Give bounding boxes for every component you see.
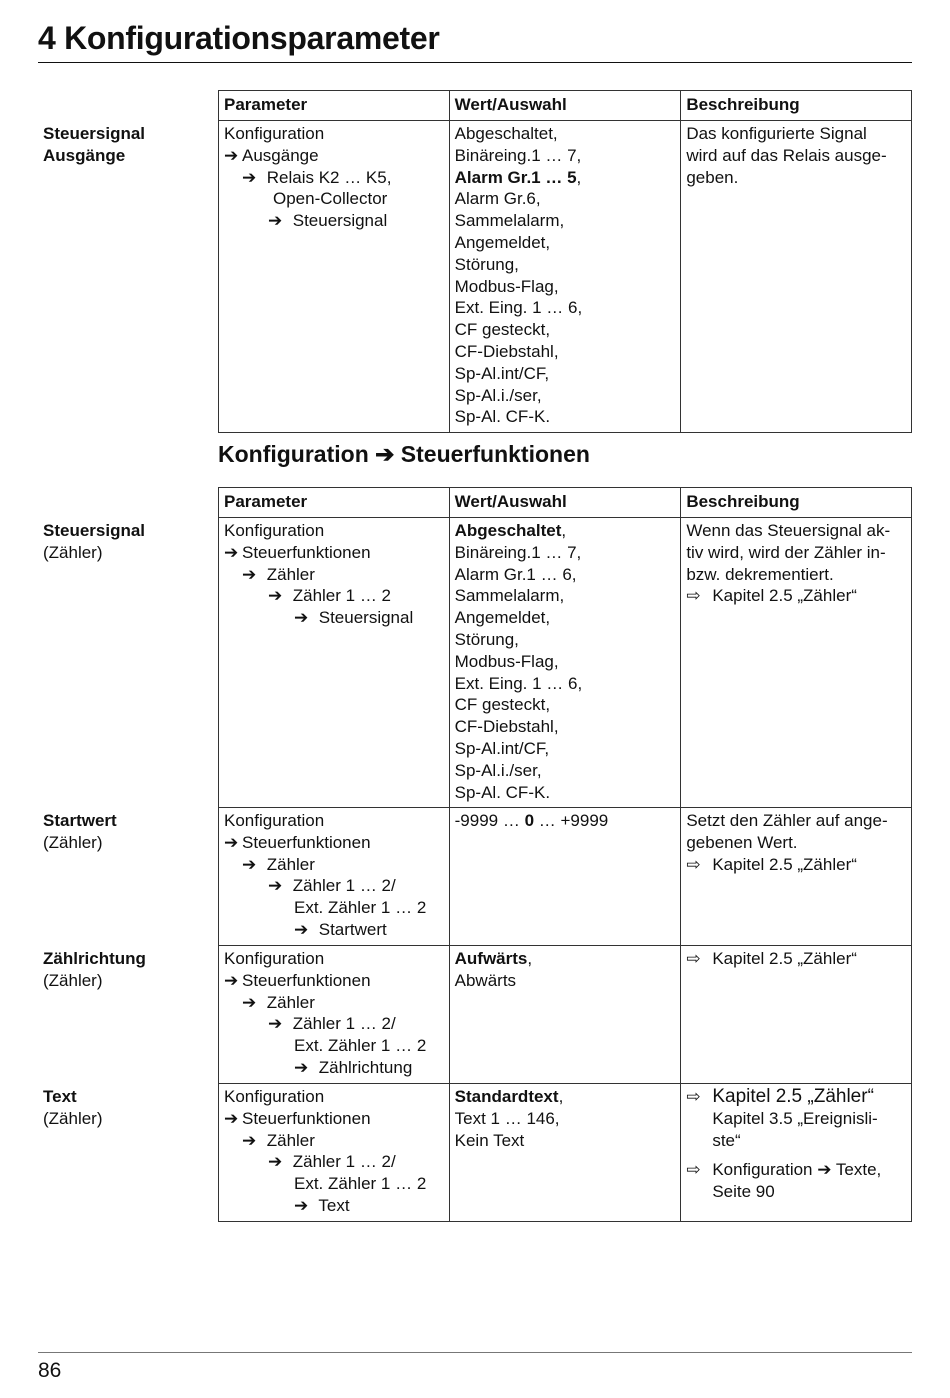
path-item: Ext. Zähler 1 … 2 (294, 1174, 427, 1194)
path-item: Steuerfunktionen (242, 832, 371, 852)
value-option: CF-Diebstahl, (454, 341, 559, 361)
row-label-steuersignal-ausgaenge (43, 123, 213, 167)
path-item: Relais K2 … K5, (266, 167, 392, 187)
value-option-default: Aufwärts (454, 949, 528, 968)
arrow-icon: ➔ (294, 608, 309, 628)
path-item: Zählrichtung (318, 1057, 413, 1077)
value-option: CF gesteckt, (454, 695, 551, 715)
arrow-icon: ➔ (224, 1108, 239, 1128)
value-option: Binäreing.1 … 7, (454, 145, 582, 165)
description-cell (681, 946, 912, 1084)
section-heading: Konfiguration ➔ Steuerfunktionen (218, 441, 590, 467)
value-comma: , (558, 1087, 564, 1106)
value-option-default: Standardtext (454, 1087, 559, 1106)
path-item: Zähler 1 … 2 (292, 586, 391, 606)
arrow-icon: ➔ (242, 992, 257, 1012)
value-option-default: Alarm Gr.1 … 5 (454, 167, 577, 187)
label-sub: (Zähler) (43, 970, 103, 990)
path-item: Zähler (266, 1130, 315, 1150)
value-option: Abgeschaltet, (454, 124, 558, 143)
value-option: Angemeldet, (454, 232, 551, 252)
value-option: CF gesteckt, (454, 320, 551, 340)
value-option: Sp-Al.i./ser, (454, 760, 542, 780)
value-option: Sp-Al.int/CF, (454, 363, 550, 383)
arrow-icon: ➔ (268, 876, 283, 896)
path-item: Zähler (266, 564, 315, 584)
label-sub: (Zähler) (43, 832, 103, 852)
header-parameter: Parameter (219, 91, 450, 121)
path-item: Konfiguration (224, 811, 325, 830)
arrow-icon: ➔ (242, 854, 257, 874)
value-option: Angemeldet, (454, 608, 551, 628)
path-item: Steuersignal (292, 211, 388, 231)
reference-text: ste“ (712, 1130, 741, 1150)
path-item: Zähler (266, 992, 315, 1012)
description-line: Das konfigurierte Signal (686, 124, 867, 143)
value-comma: , (561, 521, 567, 540)
arrow-icon: ➔ (268, 586, 283, 606)
path-item: Ext. Zähler 1 … 2 (294, 1036, 427, 1056)
value-option-default: Abgeschaltet (454, 521, 562, 540)
table-row (219, 808, 912, 946)
cross-reference[interactable] (686, 854, 906, 876)
value-option: Sp-Al.int/CF, (454, 738, 550, 758)
table-header-row (219, 488, 912, 518)
path-item: Zähler 1 … 2/ (292, 1152, 396, 1172)
path-item: Startwert (318, 919, 387, 939)
path-item: Konfiguration (224, 1087, 325, 1106)
value-range-max: … +9999 (534, 811, 609, 830)
arrow-icon: ➔ (224, 970, 239, 990)
arrow-icon: ➔ (242, 167, 257, 187)
table-row (219, 946, 912, 1084)
value-option: Text 1 … 146, (454, 1108, 560, 1128)
chapter-title: 4 Konfigurationsparameter (38, 20, 440, 56)
header-description: Beschreibung (681, 91, 912, 121)
parameter-path-cell (219, 946, 450, 1084)
value-range-min: -9999 … (454, 811, 525, 830)
label-sub: (Zähler) (43, 1108, 103, 1128)
description-cell (681, 808, 912, 946)
value-option: Sp-Al. CF-K. (454, 407, 551, 427)
reference-text: Kapitel 3.5 „Ereignisli- (712, 1108, 878, 1128)
label-bold: Text (43, 1087, 77, 1106)
arrow-icon: ➔ (242, 1130, 257, 1150)
path-item: Konfiguration (224, 949, 325, 968)
label-bold: Steuersignal (43, 521, 146, 540)
description-line: Setzt den Zähler auf ange- (686, 811, 888, 830)
hollow-arrow-icon: ⇨ (686, 949, 701, 968)
path-item: Konfiguration (224, 124, 325, 143)
label-sub: (Zähler) (43, 542, 103, 562)
reference-text: Konfiguration ➔ Texte, (712, 1160, 882, 1180)
value-cell (449, 121, 681, 433)
path-item: Steuersignal (318, 608, 414, 628)
arrow-icon: ➔ (268, 1014, 283, 1034)
value-option: Modbus-Flag, (454, 651, 559, 671)
cross-reference[interactable] (686, 1159, 906, 1203)
reference-text: Kapitel 2.5 „Zähler“ (712, 1086, 874, 1107)
header-value: Wert/Auswahl (449, 488, 681, 518)
path-item: Konfiguration (224, 521, 325, 540)
table-row (219, 518, 912, 808)
value-option: Kein Text (454, 1130, 525, 1150)
value-comma: , (576, 167, 582, 187)
description-line: geben. (686, 167, 739, 187)
row-label-startwert (43, 810, 213, 854)
value-cell (449, 518, 681, 808)
value-option: Abwärts (454, 970, 517, 990)
reference-text: Kapitel 2.5 „Zähler“ (712, 586, 857, 606)
arrow-icon: ➔ (224, 542, 239, 562)
table-row (219, 1084, 912, 1222)
path-item: Ext. Zähler 1 … 2 (294, 898, 427, 918)
parameter-path-cell (219, 1084, 450, 1222)
description-line: wird auf das Relais ausge- (686, 145, 887, 165)
value-option: Sp-Al.i./ser, (454, 385, 542, 405)
value-option: Sp-Al. CF-K. (454, 782, 551, 802)
value-option: Modbus-Flag, (454, 276, 559, 296)
description-line: gebenen Wert. (686, 832, 798, 852)
path-item: Open-Collector (273, 189, 388, 209)
value-comma: , (527, 949, 533, 968)
table-header-row (219, 91, 912, 121)
hollow-arrow-icon: ⇨ (686, 586, 701, 606)
arrow-icon: ➔ (224, 832, 239, 852)
cross-reference[interactable] (686, 1086, 906, 1151)
description-line: tiv wird, wird der Zähler in- (686, 542, 886, 562)
cross-reference[interactable] (686, 948, 906, 970)
path-item: Text (318, 1195, 350, 1215)
cross-reference[interactable] (686, 585, 906, 607)
description-cell (681, 518, 912, 808)
hollow-arrow-icon: ⇨ (686, 854, 701, 874)
description-cell (681, 121, 912, 433)
path-item: Steuerfunktionen (242, 1108, 371, 1128)
label-bold: Startwert (43, 811, 117, 830)
parameter-table-control-functions (218, 487, 912, 1222)
description-line: bzw. dekrementiert. (686, 564, 834, 584)
path-item: Zähler 1 … 2/ (292, 876, 396, 896)
reference-text: Kapitel 2.5 „Zähler“ (712, 949, 857, 968)
arrow-icon: ➔ (268, 211, 283, 231)
arrow-icon: ➔ (294, 1057, 309, 1077)
header-value: Wert/Auswahl (449, 91, 681, 121)
arrow-icon: ➔ (268, 1152, 283, 1172)
page-number: 86 (38, 1359, 62, 1382)
path-item: Steuerfunktionen (242, 542, 371, 562)
reference-text: Seite 90 (712, 1182, 775, 1202)
value-option: CF-Diebstahl, (454, 717, 559, 737)
path-item: Zähler 1 … 2/ (292, 1014, 396, 1034)
value-cell (449, 808, 681, 946)
arrow-icon: ➔ (242, 564, 257, 584)
value-option: Störung, (454, 629, 519, 649)
hollow-arrow-icon: ⇨ (686, 1160, 701, 1180)
value-option: Sammelalarm, (454, 211, 565, 231)
parameter-path-cell (219, 518, 450, 808)
arrow-icon: ➔ (294, 919, 309, 939)
path-item: Steuerfunktionen (242, 970, 371, 990)
parameter-table-outputs (218, 90, 912, 433)
table-row (219, 121, 912, 433)
row-label-steuersignal (43, 520, 213, 564)
footer-rule (38, 1352, 912, 1353)
path-item: Zähler (266, 854, 315, 874)
header-description: Beschreibung (681, 488, 912, 518)
label-line-2: Ausgänge (43, 145, 126, 165)
row-label-zaehlrichtung (43, 948, 213, 992)
value-option: Ext. Eing. 1 … 6, (454, 298, 583, 318)
label-bold: Zählrichtung (43, 949, 146, 968)
arrow-icon: ➔ (224, 145, 239, 165)
value-option: Alarm Gr.1 … 6, (454, 564, 577, 584)
description-cell (681, 1084, 912, 1222)
value-cell (449, 946, 681, 1084)
path-item: Ausgänge (242, 145, 319, 165)
hollow-arrow-icon: ⇨ (686, 1087, 701, 1106)
value-option: Störung, (454, 254, 519, 274)
title-rule (38, 62, 912, 63)
label-line-1: Steuersignal (43, 124, 146, 143)
header-parameter: Parameter (219, 488, 450, 518)
arrow-icon: ➔ (294, 1195, 309, 1215)
value-option: Ext. Eing. 1 … 6, (454, 673, 583, 693)
parameter-path-cell (219, 808, 450, 946)
parameter-path-cell (219, 121, 450, 433)
row-label-text (43, 1086, 213, 1130)
value-option: Binäreing.1 … 7, (454, 542, 582, 562)
description-line: Wenn das Steuersignal ak- (686, 521, 891, 540)
reference-text: Kapitel 2.5 „Zähler“ (712, 854, 857, 874)
value-option: Sammelalarm, (454, 586, 565, 606)
value-default: 0 (524, 811, 535, 830)
value-cell (449, 1084, 681, 1222)
value-option: Alarm Gr.6, (454, 189, 541, 209)
